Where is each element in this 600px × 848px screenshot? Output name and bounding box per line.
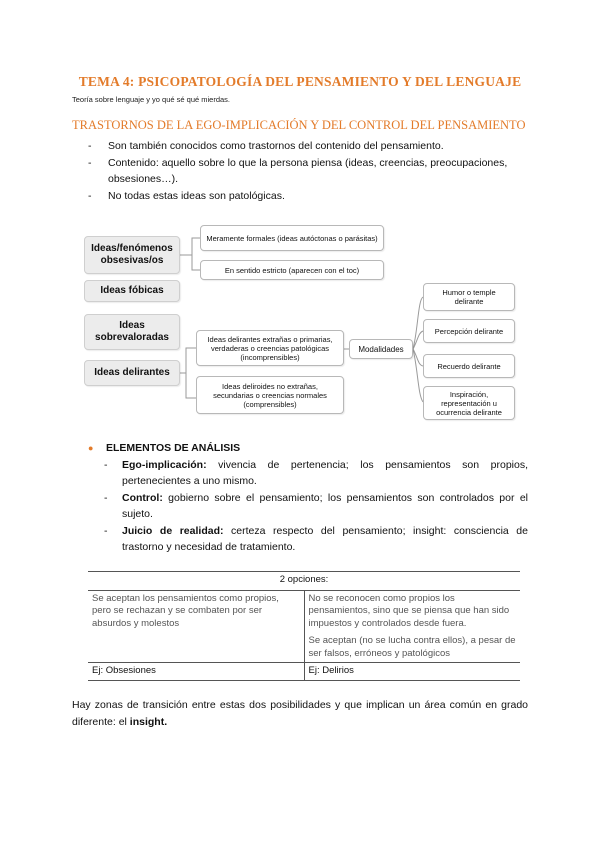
document-subtitle: Teoría sobre lenguaje y yo qué sé qué mierdas.	[72, 95, 231, 104]
box-modalities: Modalidades	[349, 339, 413, 359]
table-cell-text: No se reconocen como propios los pensamientos, sino que se piensa que han sido impuestos y controlados desde fuera.	[308, 592, 510, 629]
document-title: TEMA 4: PSICOPATOLOGÍA DEL PENSAMIENTO Y DEL LENGUAJE	[78, 74, 522, 89]
connector-line	[413, 297, 423, 349]
intro-list	[88, 138, 538, 204]
box-modality-inspiration: Inspiración, representación u ocurrencia delirante	[423, 386, 515, 420]
closing-text: Hay zonas de transición entre estas dos posibilidades y que implican un área común en grado diferente: el	[72, 699, 528, 728]
definition: certeza respecto del pensamiento; insight: consciencia de trastorno y necesidad de tratamiento.	[122, 524, 528, 553]
box-modality-memory: Recuerdo delirante	[423, 354, 515, 378]
box-obsessive-ideas: Ideas/fenómenos obsesivas/os	[84, 236, 180, 274]
box-overvalued-ideas: Ideas sobrevaloradas	[84, 314, 180, 350]
definition: vivencia de pertenencia; los pensamientos son propios, pertenecientes a uno mismo.	[122, 458, 528, 487]
box-delusional-ideas: Ideas delirantes	[84, 360, 180, 386]
list-item: - Contenido: aquello sobre lo que la persona piensa (ideas, creencias, preocupaciones,	[88, 155, 538, 172]
box-strict-obsessions: En sentido estricto (aparecen con el toc)	[200, 260, 384, 280]
list-item-continuation: obsesiones…).	[108, 173, 179, 185]
table-cell-left: Se aceptan los pensamientos como propios, pero se rechazan y se combaten por ser absurdos y molestos	[88, 590, 304, 663]
table-cell-example-left: Ej: Obsesiones	[88, 663, 304, 681]
box-modality-perception: Percepción delirante	[423, 319, 515, 343]
table-cell-right	[304, 590, 520, 663]
connector-line	[192, 255, 200, 270]
term: Ego-implicación:	[122, 458, 207, 471]
table-header: 2 opciones:	[88, 572, 520, 591]
list-item: - Son también conocidos como trastornos del contenido del pensamiento.	[88, 138, 538, 155]
section-heading: TRASTORNOS DE LA EGO-IMPLICACIÓN Y DEL CONTROL DEL PENSAMIENTO	[72, 118, 526, 132]
closing-bold: insight.	[129, 716, 168, 728]
closing-paragraph	[72, 697, 528, 731]
table-cell-example-right: Ej: Delirios	[304, 663, 520, 681]
list-item: - No todas estas ideas son patológicas.	[88, 188, 538, 205]
connector-line	[186, 373, 196, 398]
connector-line	[413, 349, 423, 366]
list-item	[104, 523, 528, 556]
box-phobic-ideas: Ideas fóbicas	[84, 280, 180, 302]
table-cell-text: Se aceptan (no se lucha contra ellos), a pesar de ser falsos, erróneos y patológicos	[308, 635, 516, 659]
connector-line	[180, 238, 200, 255]
analysis-section	[88, 440, 528, 556]
box-primary-delusions: Ideas delirantes extrañas o primarias, verdaderas o creencias patológicas (incomprensibles)	[196, 330, 344, 366]
list-item	[104, 457, 528, 490]
box-modality-humor: Humor o temple delirante	[423, 283, 515, 311]
connector-line	[180, 348, 196, 373]
term: Juicio de realidad:	[122, 524, 224, 537]
box-secondary-delusions: Ideas deliroides no extrañas, secundarias o creencias normales (comprensibles)	[196, 376, 344, 414]
definition: gobierno sobre el pensamiento; los pensamientos son controlados por el sujeto.	[122, 491, 528, 520]
connector-line	[413, 331, 423, 349]
connector-line	[413, 349, 423, 402]
box-formal-obsessions: Meramente formales (ideas autóctonas o parásitas)	[200, 225, 384, 251]
options-table	[88, 571, 520, 681]
list-item	[104, 490, 528, 523]
term: Control:	[122, 491, 163, 504]
analysis-heading: ● ELEMENTOS DE ANÁLISIS	[88, 440, 528, 457]
